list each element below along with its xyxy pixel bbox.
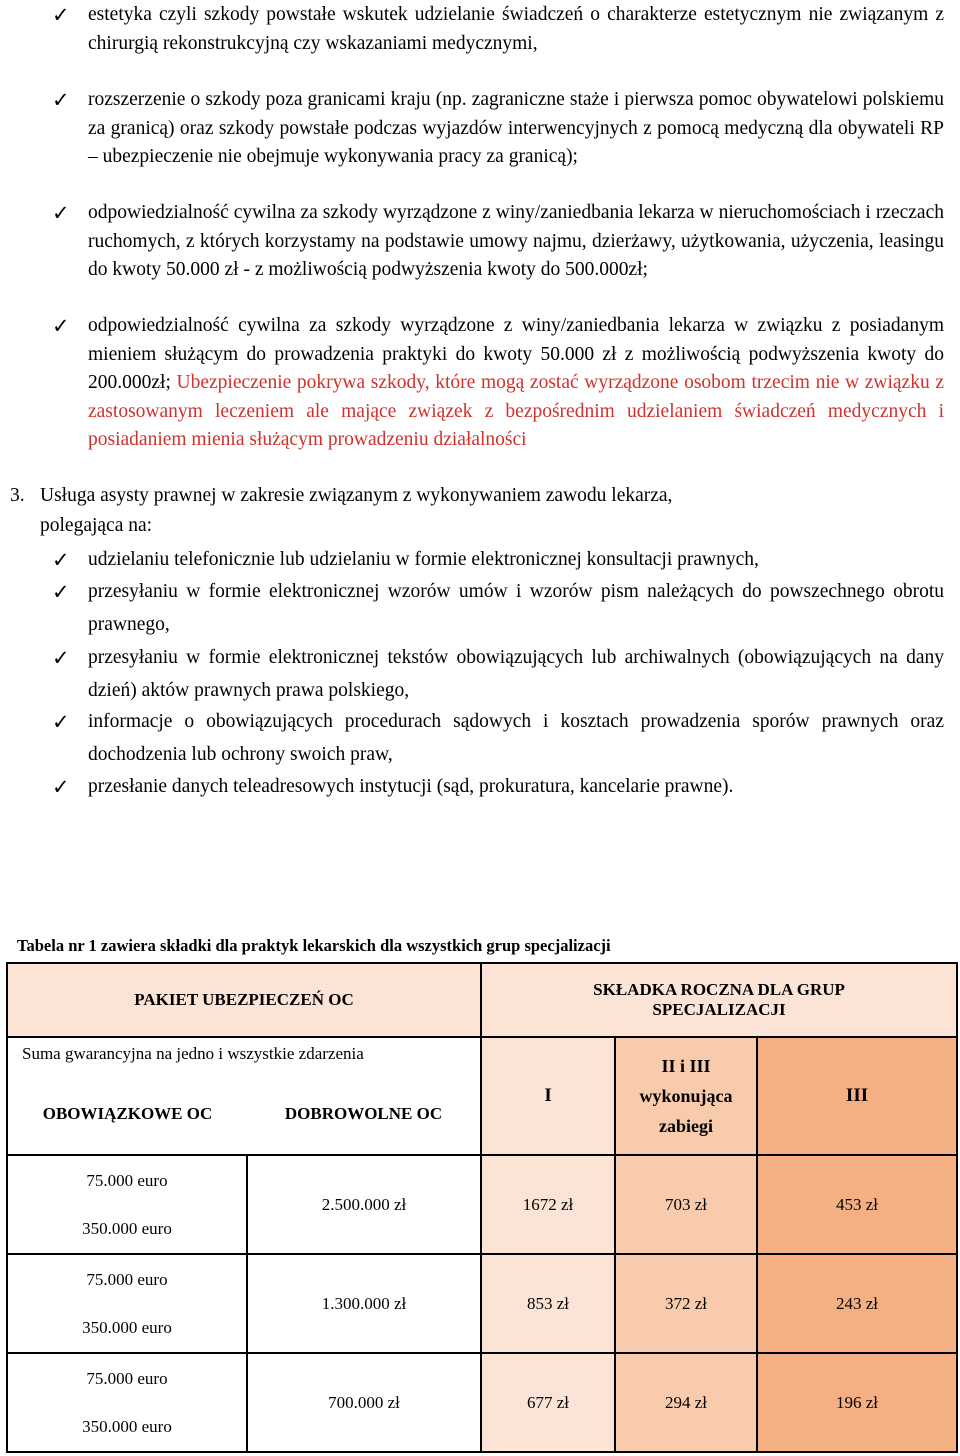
- liability-text: odpowiedzialność cywilna za szkody wyrządzone z winy/zaniedbania lekarza w związku z posiadanym mieniem służącym do prowadzenia praktyki do kwoty 50.000 zł z możliwością podwyższenia kwoty do 200.000zł;: [88, 315, 944, 393]
- header-sum-insured: [7, 1037, 481, 1155]
- group-1-cell: 677 zł: [481, 1353, 615, 1452]
- checkmark-icon: ✓: [52, 646, 70, 670]
- premium-table: [6, 962, 958, 1453]
- table-row: [7, 1155, 957, 1254]
- checkmark-icon: ✓: [52, 548, 70, 572]
- section-3-subheading: polegająca na:: [40, 515, 153, 536]
- voluntary-cell: 1.300.000 zł: [247, 1254, 481, 1353]
- voluntary-label: DOBROWOLNE OC: [284, 1104, 443, 1123]
- group-3-cell: 453 zł: [757, 1155, 957, 1254]
- table-row: [7, 1353, 957, 1452]
- list-item: przesyłaniu w formie elektronicznej tekstów obowiązujących lub archiwalnych (obowiązujących na dany dzień) aktów prawnych prawa polskiego,: [88, 647, 944, 701]
- section-number: 3.: [10, 485, 25, 506]
- list-item: estetyka czyli szkody powstałe wskutek udzielanie świadczeń o charakterze estetycznym nie związanym z chirurgią rekonstrukcyjną czy wskazaniami medycznymi,: [88, 4, 944, 54]
- coverage-note-red: Ubezpieczenie pokrywa szkody, które mogą zostać wyrządzone osobom trzecim nie w związku z zastosowanym leczeniem ale mające związek z bezpośrednim udzielaniem świadczeń medycznych i posiadaniem mienia służącym prowadzeniu działalności: [88, 372, 945, 450]
- group-3-header: III: [757, 1037, 957, 1155]
- group-3-cell: 243 zł: [757, 1254, 957, 1353]
- header-premium: SKŁADKA ROCZNA DLA GRUP SPECJALIZACJI: [481, 963, 957, 1037]
- group-2-cell: 703 zł: [615, 1155, 757, 1254]
- group-1-cell: 1672 zł: [481, 1155, 615, 1254]
- sum-insured-label: Suma gwarancyjna na jedno i wszystkie zdarzenia: [22, 1044, 364, 1063]
- section-title: Usługa asysty prawnej w zakresie związanym z wykonywaniem zawodu lekarza,: [40, 485, 673, 506]
- group-1-cell: 853 zł: [481, 1254, 615, 1353]
- group-2-cell: 294 zł: [615, 1353, 757, 1452]
- voluntary-cell: 2.500.000 zł: [247, 1155, 481, 1254]
- mandatory-cell: 75.000 euro 350.000 euro: [7, 1155, 247, 1254]
- checkmark-icon: ✓: [52, 710, 70, 734]
- mandatory-cell: 75.000 euro 350.000 euro: [7, 1254, 247, 1353]
- list-item: odpowiedzialność cywilna za szkody wyrządzone z winy/zaniedbania lekarza w nieruchomościach i rzeczach ruchomych, z których korzystamy na podstawie umowy najmu, dzierżawy, użytkowania, użyczenia, leasingu do kwoty 50.000 zł - z możliwością podwyższenia kwoty do 500.000zł;: [88, 202, 944, 280]
- group-1-header: I: [481, 1037, 615, 1155]
- table-row: [7, 1254, 957, 1353]
- group-3-cell: 196 zł: [757, 1353, 957, 1452]
- header-package: PAKIET UBEZPIECZEŃ OC: [7, 963, 481, 1037]
- group-2-cell: 372 zł: [615, 1254, 757, 1353]
- list-item: przesłanie danych teleadresowych instytucji (sąd, prokuratura, kancelarie prawne).: [88, 776, 734, 797]
- checkmark-icon: ✓: [52, 88, 70, 112]
- group-2-header: II i III wykonująca zabiegi: [615, 1037, 757, 1155]
- list-item: przesyłaniu w formie elektronicznej wzorów umów i wzorów pism należących do powszechnego obrotu prawnego,: [88, 581, 944, 635]
- section-3-heading: [10, 481, 944, 510]
- list-item: informacje o obowiązujących procedurach sądowych i kosztach prowadzenia sporów prawnych oraz dochodzenia lub ochrony swoich praw,: [88, 711, 944, 765]
- list-item: [88, 312, 944, 455]
- checkmark-icon: ✓: [52, 314, 70, 338]
- list-item: udzielaniu telefonicznie lub udzielaniu w formie elektronicznej konsultacji prawnych,: [88, 549, 759, 570]
- mandatory-cell: 75.000 euro 350.000 euro: [7, 1353, 247, 1452]
- mandatory-label: OBOWIĄZKOWE OC: [42, 1104, 213, 1123]
- checkmark-icon: ✓: [52, 201, 70, 225]
- checkmark-icon: ✓: [52, 580, 70, 604]
- list-item: rozszerzenie o szkody poza granicami kraju (np. zagraniczne staże i pierwsza pomoc obywatelowi polskiemu za granicą) oraz szkody powstałe podczas wyjazdów interwencyjnych z pomocą medyczną dla obywateli RP – ubezpieczenie nie obejmuje wykonywania pracy za granicą);: [88, 89, 944, 167]
- checkmark-icon: ✓: [52, 3, 70, 27]
- checkmark-icon: ✓: [52, 775, 70, 799]
- voluntary-cell: 700.000 zł: [247, 1353, 481, 1452]
- table-caption: Tabela nr 1 zawiera składki dla praktyk lekarskich dla wszystkich grup specjalizacji: [17, 936, 611, 955]
